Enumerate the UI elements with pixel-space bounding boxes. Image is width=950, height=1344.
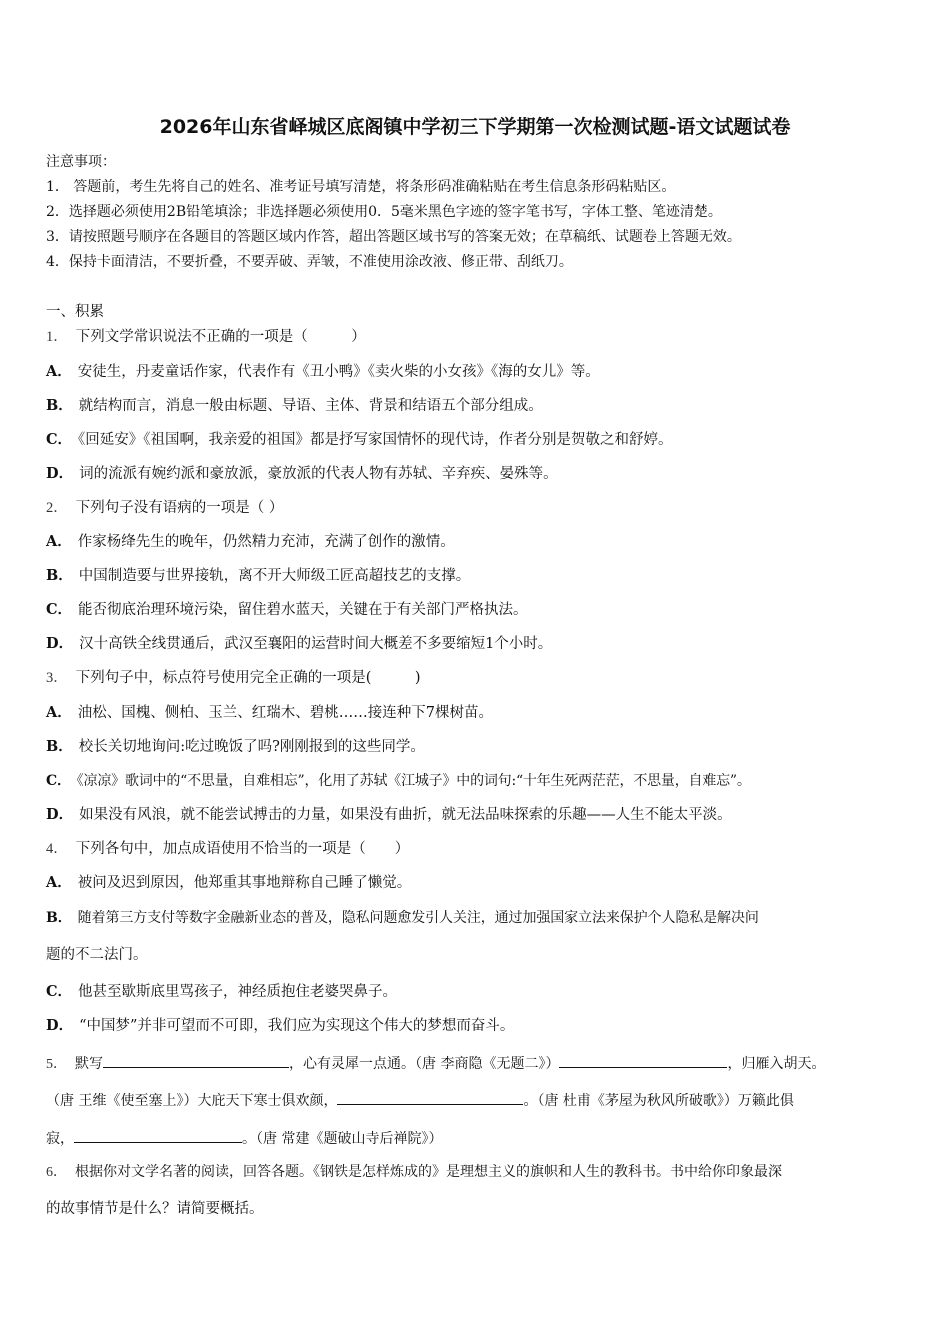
option-letter: A． xyxy=(46,363,72,380)
option xyxy=(46,874,411,892)
option xyxy=(46,909,759,927)
option xyxy=(46,363,600,381)
question-stem xyxy=(46,499,283,517)
option-text: 被问及迟到原因，他郑重其事地辩称自己睡了懒觉。 xyxy=(77,875,412,891)
option-text: 随着第三方支付等数字金融新业态的普及，隐私问题愈发引人关注，通过加强国家立法来保护个人隐私是解决问 xyxy=(77,910,759,926)
option-letter: D． xyxy=(46,635,74,652)
option-text: 安徒生，丹麦童话作家，代表作有《丑小鸭》《卖火柴的小女孩》《海的女儿》等。 xyxy=(77,364,600,380)
option xyxy=(46,601,528,619)
option-letter: B． xyxy=(46,397,73,414)
option xyxy=(46,806,732,824)
option-letter: B． xyxy=(46,567,73,584)
option xyxy=(46,397,543,415)
fill-blank[interactable] xyxy=(559,1053,727,1068)
q6-text: 根据你对文学名著的阅读，回答各题。《钢铁是怎样炼成的》是理想主义的旗帜和人生的教科书。书中给你印象最深 xyxy=(75,1164,782,1180)
option-letter: A． xyxy=(46,874,72,891)
option-letter: D． xyxy=(46,465,74,482)
option-text: 《回延安》《祖国啊，我亲爱的祖国》都是抒写家国情怀的现代诗，作者分别是贺敬之和舒婷。 xyxy=(78,432,673,448)
notice-heading: 注意事项： xyxy=(46,154,116,170)
question-6-line-1 xyxy=(46,1163,782,1182)
option-letter: C． xyxy=(46,431,73,448)
option-text: 油松、国槐、侧柏、玉兰、红瑞木、碧桃……接连种下7棵树苗。 xyxy=(77,705,493,721)
option xyxy=(46,772,751,790)
option-letter: A． xyxy=(46,533,72,550)
option-text: 《凉凉》歌词中的“不思量，自难相忘”，化用了苏轼《江城子》中的词句:“十年生死两茫茫，不思量，自难忘”。 xyxy=(76,773,751,789)
option-letter: D． xyxy=(46,1017,74,1034)
option xyxy=(46,431,673,449)
question-number: 3． xyxy=(46,670,68,686)
option-text: 就结构而言，消息一般由标题、导语、主体、背景和结语五个部分组成。 xyxy=(78,398,543,414)
question-number: 1． xyxy=(46,329,68,345)
option-letter: A． xyxy=(46,704,72,721)
question-stem xyxy=(46,328,366,346)
option-letter: C． xyxy=(46,601,73,618)
option-letter: B． xyxy=(46,738,73,755)
option xyxy=(46,983,397,1001)
option-letter: C． xyxy=(46,983,73,1000)
option-text: 如果没有风浪，就不能尝试搏击的力量，如果没有曲折，就无法品味探索的乐趣——人生不能太平淡。 xyxy=(79,807,732,823)
question-number: 4． xyxy=(46,841,68,857)
question-stem xyxy=(46,669,421,687)
q5-text: ，心有灵犀一点通。（唐 李商隐《无题二》） xyxy=(289,1056,560,1072)
section-heading: 一、积累 xyxy=(46,304,104,320)
q5-text: 。（唐 常建《题破山寺后禅院》） xyxy=(242,1131,443,1147)
notice-item: 4．保持卡面清洁，不要折叠，不要弄破、弄皱，不准使用涂改液、修正带、刮纸刀。 xyxy=(46,254,573,270)
option xyxy=(46,567,470,585)
question-number: 6． xyxy=(46,1165,67,1180)
question-number: 5． xyxy=(46,1057,67,1072)
option-text: 他甚至歇斯底里骂孩子，神经质抱住老婆哭鼻子。 xyxy=(78,984,398,1000)
question-text: 下列文学常识说法不正确的一项是（ ） xyxy=(75,329,366,345)
notice-item: 2．选择题必须使用2B铅笔填涂；非选择题必须使用0．5毫米黑色字迹的签字笔书写，字体工整、笔迹清楚。 xyxy=(46,204,722,220)
option xyxy=(46,704,493,722)
question-6-line-2: 的故事情节是什么？请简要概括。 xyxy=(46,1201,264,1217)
question-text: 下列各句中，加点成语使用不恰当的一项是（ ） xyxy=(75,841,410,857)
question-text: 下列句子中，标点符号使用完全正确的一项是( ) xyxy=(75,670,421,686)
question-5-line-2 xyxy=(46,1090,794,1110)
question-5-line-1 xyxy=(46,1053,825,1074)
notice-item: 3．请按照题号顺序在各题目的答题区域内作答，超出答题区域书写的答案无效；在草稿纸、试题卷上答题无效。 xyxy=(46,229,741,245)
fill-blank[interactable] xyxy=(74,1128,242,1143)
option xyxy=(46,465,558,483)
option-letter: C． xyxy=(46,773,71,789)
option-text: 汉十高铁全线贯通后，武汉至襄阳的运营时间大概差不多要缩短1个小时。 xyxy=(79,636,553,652)
q5-text: ，归雁入胡天。 xyxy=(727,1056,826,1072)
fill-blank[interactable] xyxy=(337,1090,523,1105)
option-letter: B． xyxy=(46,910,72,926)
option-text: “中国梦”并非可望而不可即，我们应为实现这个伟大的梦想而奋斗。 xyxy=(79,1018,515,1034)
option xyxy=(46,635,552,653)
question-text: 下列句子没有语病的一项是（ ） xyxy=(75,500,284,516)
notice-item: 1． 答题前，考生先将自己的姓名、准考证号填写清楚，将条形码准确粘贴在考生信息条形码粘贴区。 xyxy=(46,179,676,195)
option-letter: D． xyxy=(46,806,74,823)
q5-text: 。（唐 杜甫《茅屋为秋风所破歌》）万籁此俱 xyxy=(523,1093,794,1109)
fill-blank[interactable] xyxy=(103,1053,289,1068)
page-title: 2026年山东省峄城区底阁镇中学初三下学期第一次检测试题-语文试题试卷 xyxy=(159,116,791,138)
q5-text: 寂， xyxy=(46,1131,74,1147)
option xyxy=(46,533,455,551)
option-continuation: 题的不二法门。 xyxy=(46,947,148,963)
option-text: 作家杨绛先生的晚年，仍然精力充沛，充满了创作的激情。 xyxy=(77,534,455,550)
option-text: 能否彻底治理环境污染，留住碧水蓝天，关键在于有关部门严格执法。 xyxy=(78,602,528,618)
option xyxy=(46,1017,514,1035)
option xyxy=(46,738,425,756)
option-text: 中国制造要与世界接轨，离不开大师级工匠高超技艺的支撑。 xyxy=(78,568,471,584)
q5-text: （唐 王维《使至塞上》）大庇天下寒士俱欢颜， xyxy=(46,1093,338,1109)
question-number: 2． xyxy=(46,500,68,516)
q5-text: 默写 xyxy=(75,1056,103,1072)
question-5-line-3 xyxy=(46,1128,442,1148)
option-text: 校长关切地询问:吃过晚饭了吗?刚刚报到的这些同学。 xyxy=(78,739,425,755)
question-stem xyxy=(46,840,409,858)
option-text: 词的流派有婉约派和豪放派，豪放派的代表人物有苏轼、辛弃疾、晏殊等。 xyxy=(79,466,558,482)
